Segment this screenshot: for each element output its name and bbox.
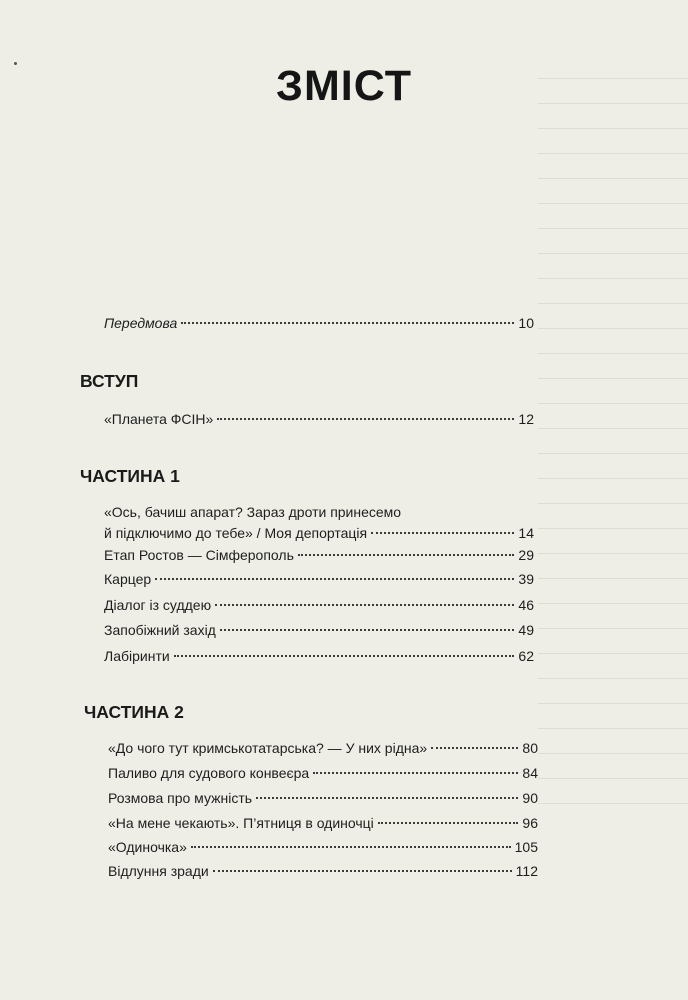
leader-dots [217,418,514,420]
toc-entry[interactable] [104,646,534,667]
toc-entry-title: Відлуння зради [108,863,209,879]
toc-entry[interactable] [104,569,534,590]
toc-entry-page: 90 [522,790,538,806]
toc-entry-page: 62 [518,648,534,664]
toc-entry-title: «На мене чекають». П’ятниця в одиночці [108,815,374,831]
leader-dots [215,604,514,606]
toc-entry-page: 14 [518,525,534,541]
toc-entry-title: Розмова про мужність [108,790,253,806]
leader-dots [371,532,514,534]
toc-entry-title: Передмова [104,315,178,331]
toc-entry-page: 105 [514,839,538,855]
toc-entry-title: Карцер [104,571,152,587]
section-heading-part-1: ЧАСТИНА 1 [80,466,180,486]
toc-entry[interactable] [108,788,538,809]
toc-entry[interactable] [108,861,538,882]
toc-entry-title: й підключимо до тебе» / Моя депортація [104,525,368,541]
toc-entry-title: Діалог із суддею [104,597,212,613]
toc-entry[interactable] [104,409,534,430]
section-heading-intro: ВСТУП [80,371,139,391]
leader-dots [191,846,511,848]
toc-entry-page: 12 [518,411,534,427]
leader-dots [431,747,518,749]
toc-entry-page: 10 [518,315,534,331]
leader-dots [220,629,515,631]
leader-dots [298,554,515,556]
leader-dots [174,655,515,657]
leader-dots [378,822,519,824]
leader-dots [256,797,518,799]
bleed-through-text [538,60,688,820]
toc-entry[interactable] [104,595,534,616]
toc-entry-title: «Планета ФСІН» [104,411,214,427]
toc-entry-title-line-1: «Ось, бачиш апарат? Зараз дроти принесемо [104,504,402,520]
toc-entry-page: 80 [522,740,538,756]
toc-entry-title: «До чого тут кримськотатарська? — У них рідна» [108,740,428,756]
toc-entry-page: 49 [518,622,534,638]
leader-dots [155,578,514,580]
toc-entry[interactable] [104,545,534,566]
toc-entry[interactable] [104,502,534,544]
leader-dots [213,870,512,872]
toc-entry-page: 96 [522,815,538,831]
toc-entry-preface[interactable] [104,313,534,334]
toc-entry-title: Запобіжний захід [104,622,216,638]
toc-entry-page: 112 [515,863,538,879]
toc-entry-page: 29 [518,547,534,563]
section-heading-part-2: ЧАСТИНА 2 [84,702,184,722]
toc-entry[interactable] [108,837,538,858]
toc-entry[interactable] [108,813,538,834]
toc-entry-title: Паливо для судового конвеєра [108,765,310,781]
page-title: ЗМІСТ [276,62,412,110]
toc-entry-title: Лабіринти [104,648,170,664]
toc-entry-page: 84 [522,765,538,781]
leader-dots [313,772,518,774]
toc-entry[interactable] [108,763,538,784]
toc-entry-page: 39 [518,571,534,587]
toc-entry-page: 46 [518,597,534,613]
toc-entry[interactable] [108,738,538,759]
leader-dots [181,322,514,324]
toc-entry-title: «Одиночка» [108,839,187,855]
toc-entry[interactable] [104,620,534,641]
toc-entry-title: Етап Ростов — Сімферополь [104,547,294,563]
